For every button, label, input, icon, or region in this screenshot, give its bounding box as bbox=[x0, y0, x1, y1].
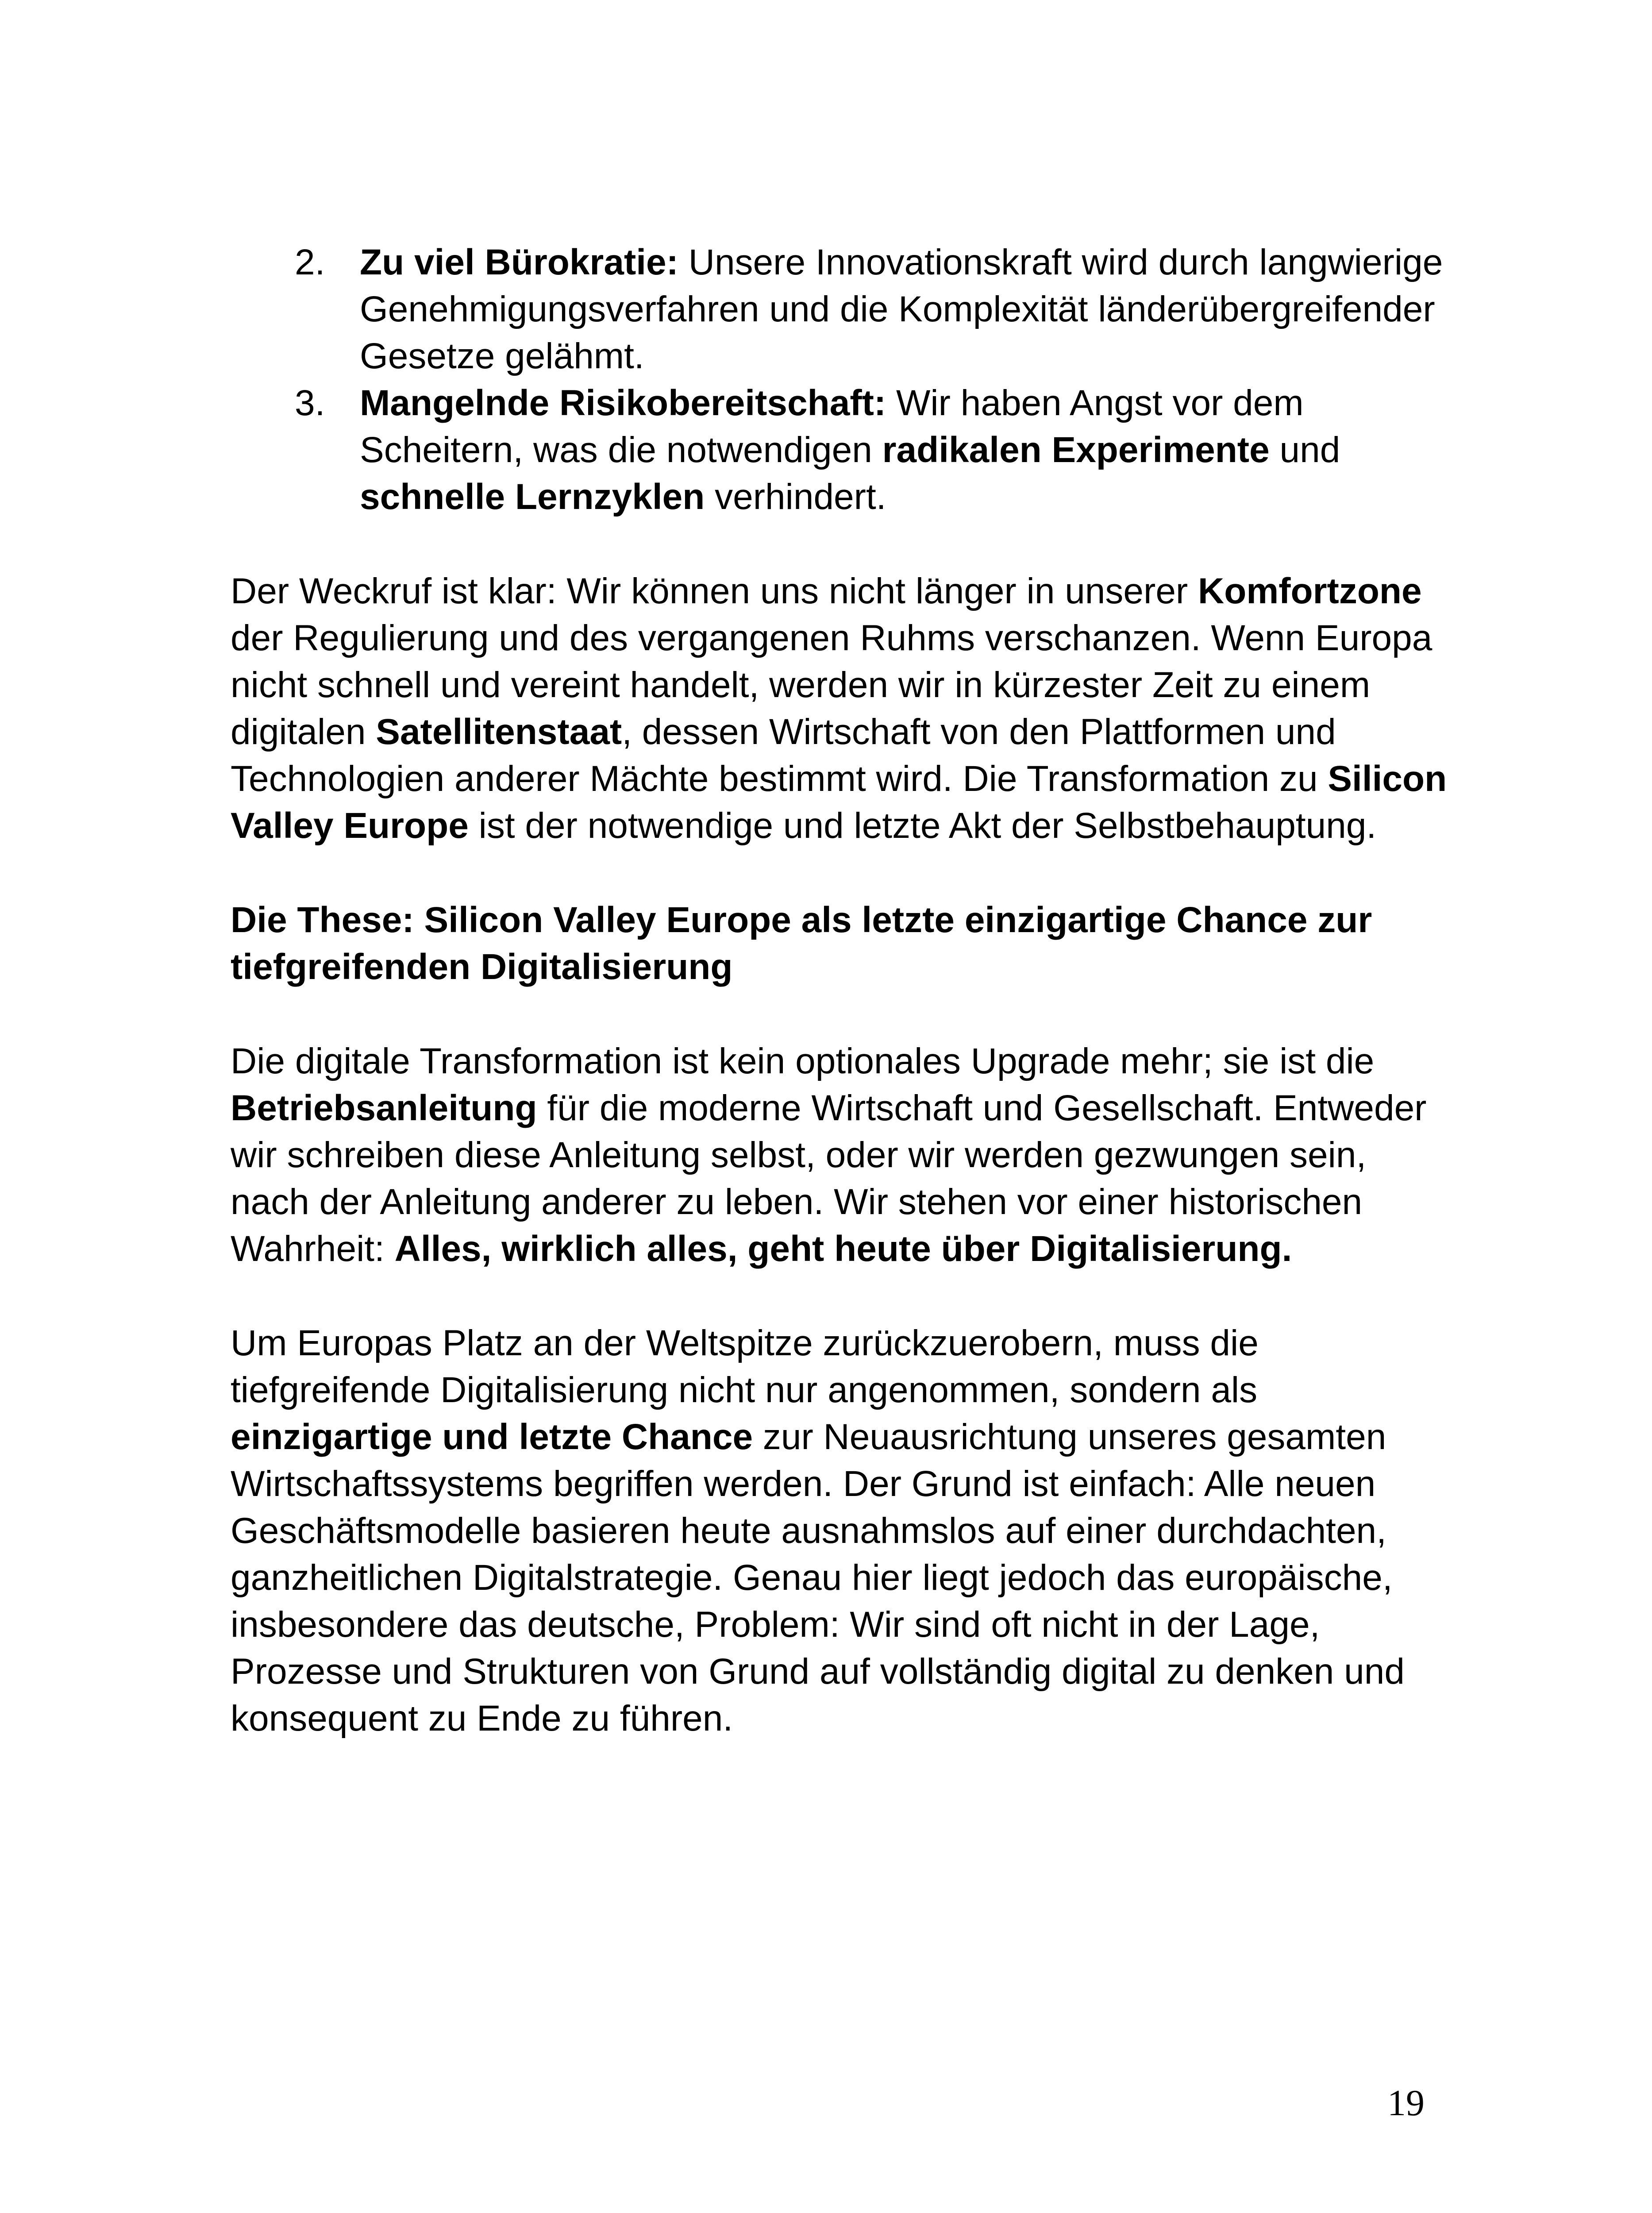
paragraph-text: , dessen Wirtschaft von den Plattformen und Technologien anderer Mächte bestimmt wird. Die Transformation zu bbox=[231, 712, 1336, 799]
page-content bbox=[231, 239, 1452, 1742]
paragraph-text: ist der notwendige und letzte Akt der Selbstbehauptung. bbox=[468, 806, 1377, 846]
list-item bbox=[231, 239, 1452, 380]
list-item bbox=[231, 380, 1452, 520]
emphasis: radikalen Experimente bbox=[882, 430, 1270, 470]
paragraph-text: Um Europas Platz an der Weltspitze zurückzuerobern, muss die tiefgreifende Digitalisierung nicht nur angenommen, sondern als bbox=[231, 1323, 1259, 1410]
page-number: 19 bbox=[1387, 2082, 1425, 2124]
paragraph-text: für die moderne Wirtschaft und Gesellschaft. Entweder wir schreiben diese Anleitung selbst, oder wir werden gezwungen sein, nach der Anleitung anderer zu leben. Wir stehen vor einer historischen Wahrheit: bbox=[231, 1088, 1427, 1269]
section-heading: Die These: Silicon Valley Europe als letzte einzigartige Chance zur tiefgreifenden Digitalisierung bbox=[231, 900, 1372, 987]
emphasis: Alles, wirklich alles, geht heute über Digitalisierung. bbox=[394, 1229, 1292, 1269]
paragraph-europe bbox=[231, 1320, 1452, 1742]
paragraph-thesis bbox=[231, 1038, 1452, 1272]
paragraph-text: der Regulierung und des vergangenen Ruhms verschanzen. Wenn Europa nicht schnell und vereint handelt, werden wir in kürzester Zeit zu einem digitalen bbox=[231, 618, 1433, 752]
paragraph-text: Die digitale Transformation ist kein optionales Upgrade mehr; sie ist die bbox=[231, 1041, 1375, 1081]
emphasis: einzigartige und letzte Chance bbox=[231, 1417, 753, 1457]
list-item-number: 2. bbox=[295, 242, 325, 282]
list-item-text: Unsere Innovationskraft wird durch langwierige Genehmigungsverfahren und die Komplexität länderübergreifender Gesetze gelähmt. bbox=[360, 242, 1443, 376]
list-item-text: verhindert. bbox=[705, 477, 886, 517]
emphasis: Silicon Valley Europe bbox=[231, 759, 1447, 846]
paragraph-wake-up-call bbox=[231, 568, 1452, 849]
emphasis: schnelle Lernzyklen bbox=[360, 477, 705, 517]
list-item-title: Zu viel Bürokratie: bbox=[360, 242, 678, 282]
list-item-number: 3. bbox=[295, 383, 325, 423]
paragraph-text: Der Weckruf ist klar: Wir können uns nicht länger in unserer bbox=[231, 571, 1198, 611]
list-item-title: Mangelnde Risikobereitschaft: bbox=[360, 383, 886, 423]
paragraph-text: zur Neuausrichtung unseres gesamten Wirtschaftssystems begriffen werden. Der Grund ist einfach: Alle neuen Geschäftsmodelle basieren heute ausnahmslos auf einer durchdachten, ganzheitlichen Digitalstrategie. Genau hier liegt jedoch das europäische, insbesondere das deutsche, Problem: Wir sind oft nicht in der Lage, Prozesse und Strukturen von Grund auf vollständig digital zu denken und konsequent zu Ende zu führen. bbox=[231, 1417, 1405, 1739]
emphasis: Komfortzone bbox=[1198, 571, 1422, 611]
list-item-text: Wir haben Angst vor dem Scheitern, was die notwendigen bbox=[360, 383, 1304, 470]
emphasis: Betriebsanleitung bbox=[231, 1088, 537, 1128]
emphasis: Satellitenstaat bbox=[376, 712, 622, 752]
numbered-list bbox=[231, 239, 1452, 520]
list-item-text: und bbox=[1269, 430, 1340, 470]
